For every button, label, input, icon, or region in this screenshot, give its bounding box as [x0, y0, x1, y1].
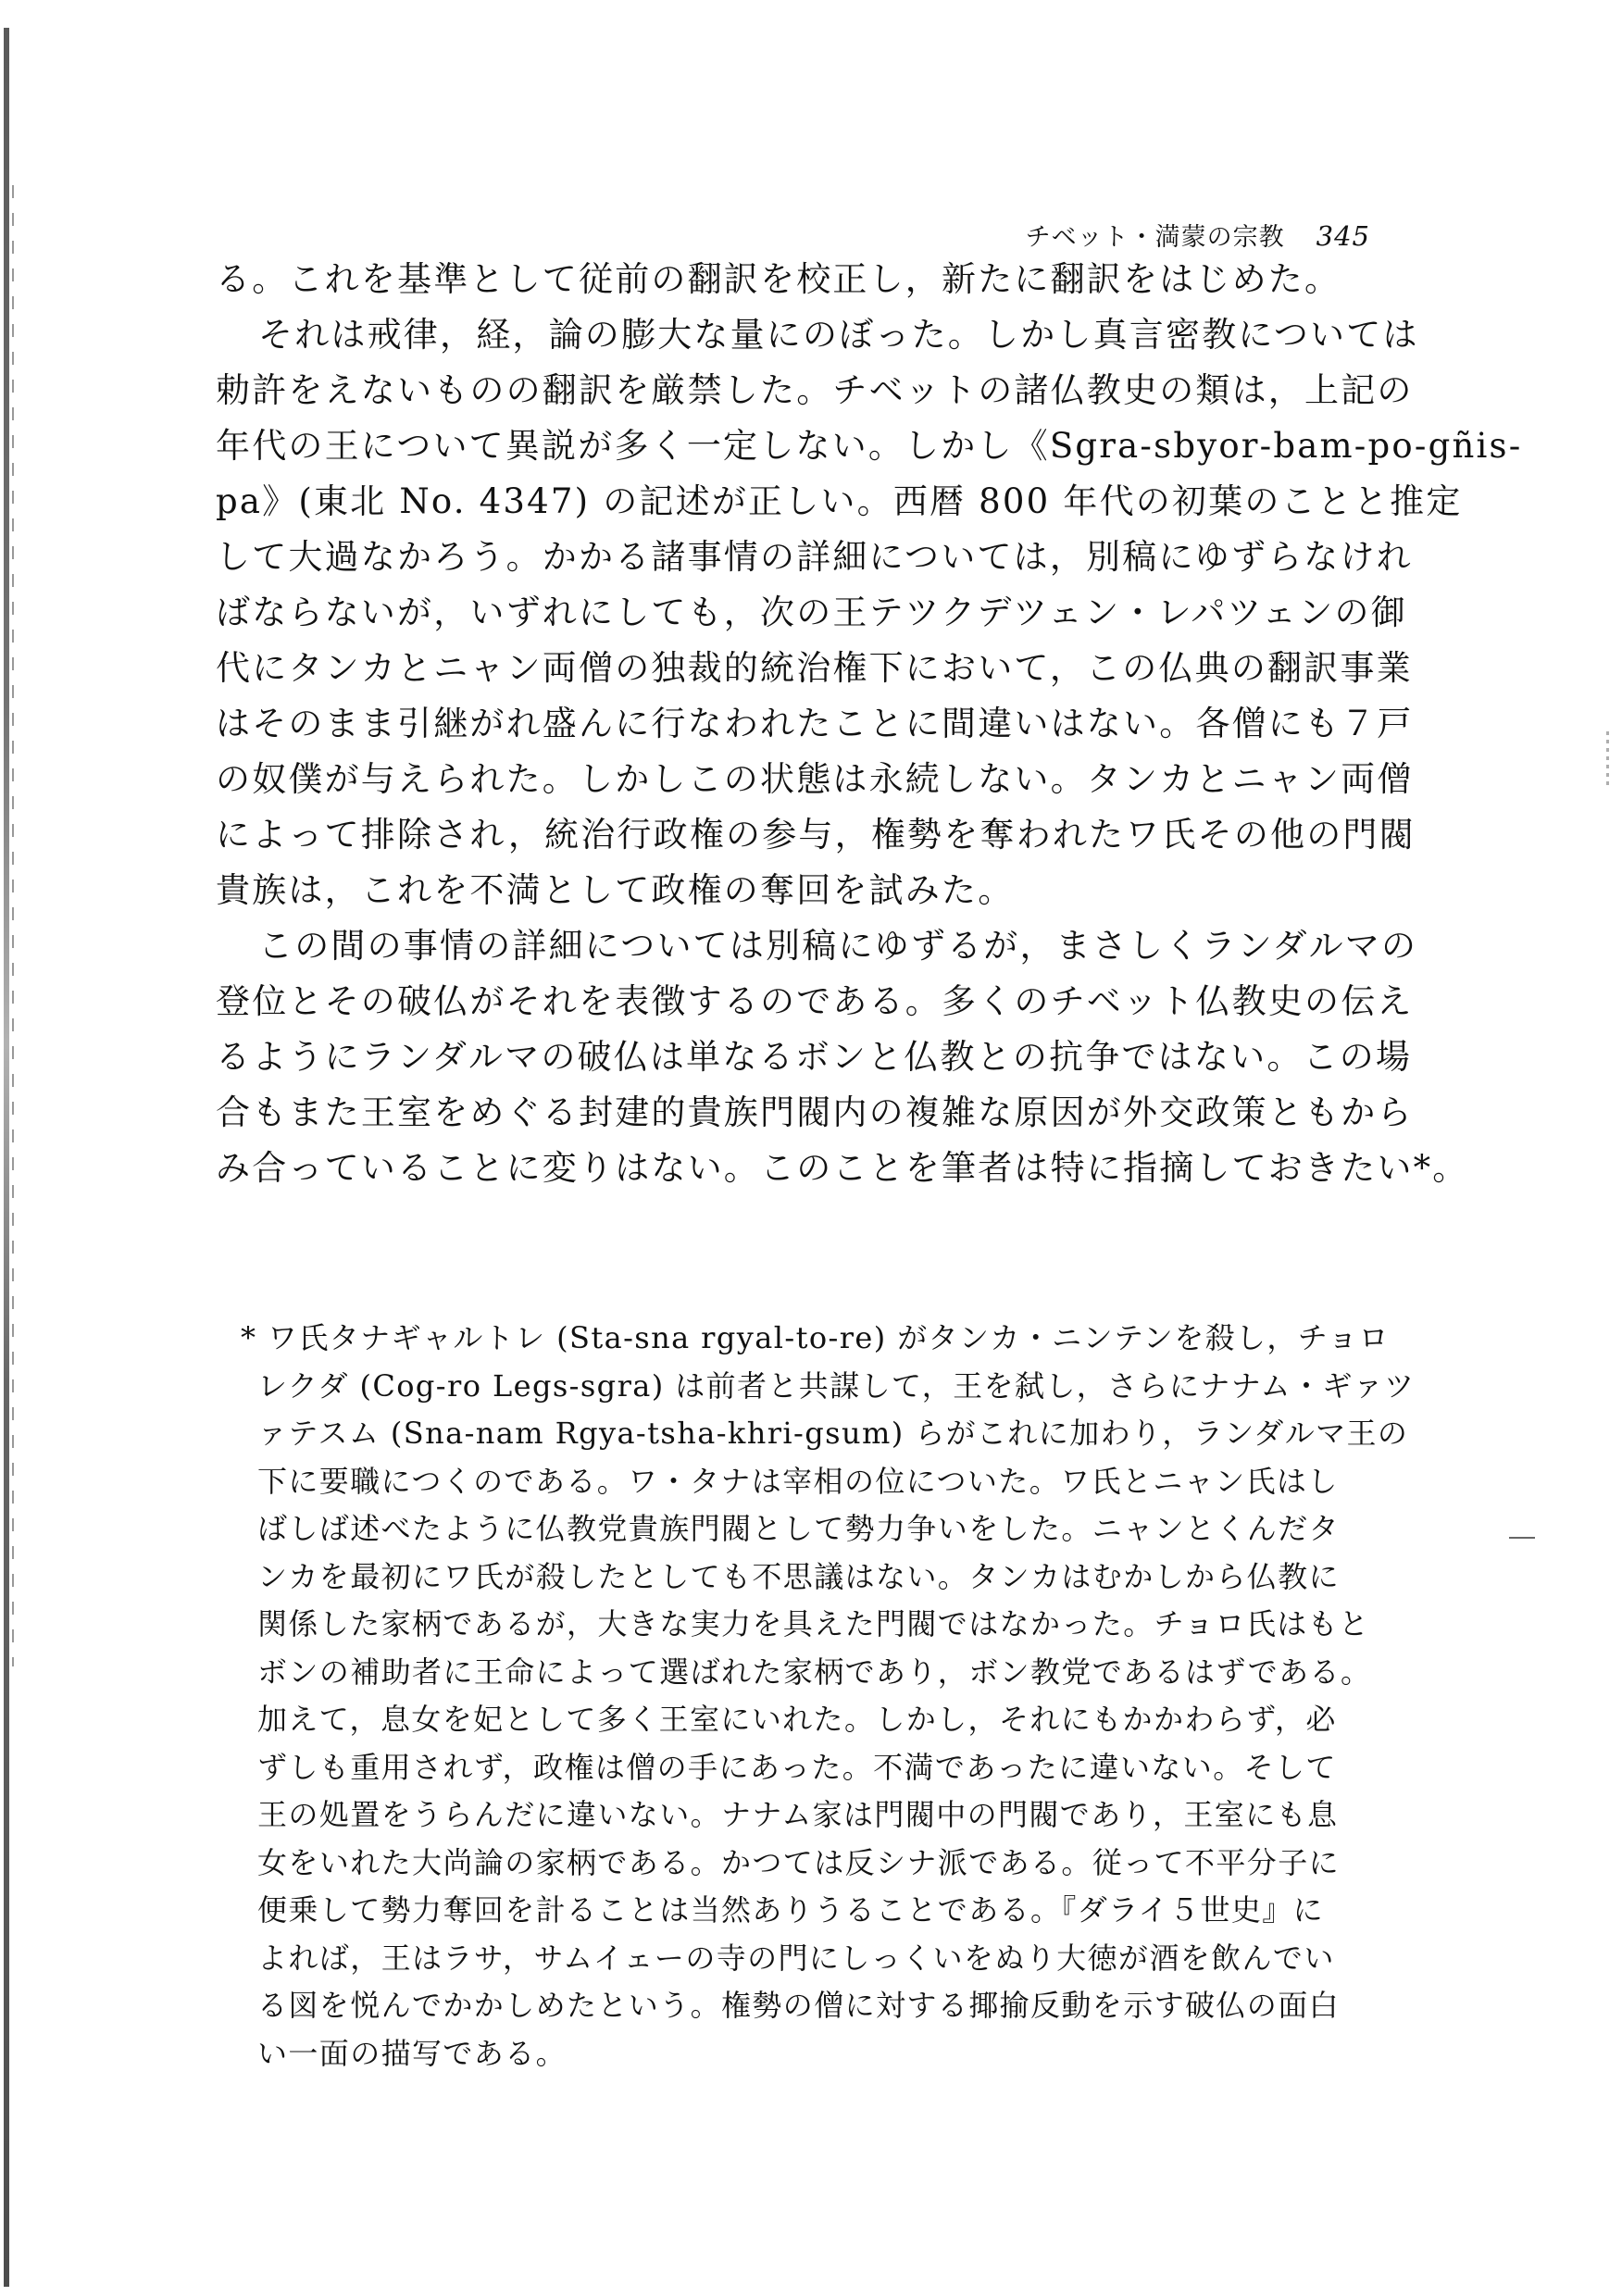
body-line: この間の事情の詳細については別稿にゆずるが，まさしくランダルマの	[258, 926, 1418, 966]
page-number: 345	[1316, 220, 1370, 252]
scan-binding-shadow	[12, 185, 14, 1666]
footnote-line: レクダ (Cog-ro Legs-sgra) は前者と共謀して，王を弑し，さらにナナム・ギァツ	[257, 1367, 1416, 1404]
footnote-line: ァテスム (Sna-nam Rgya-tsha-khri-gsum) らがこれに加わり，ランダルマ王の	[257, 1416, 1409, 1451]
body-line: 年代の王について異説が多く一定しない。しかし《Sgra-sbyor-bam-po-gñis-	[216, 426, 1523, 466]
footnote-line: る図を悦んでかかしめたという。権勢の僧に対する揶揄反動を示す破仏の面白	[257, 1988, 1341, 2023]
footnote	[241, 1315, 1416, 2078]
body-line: 登位とその破仏がそれを表徴するのである。多くのチベット仏教史の伝え	[216, 981, 1414, 1021]
footnote-line: 女をいれた大尚論の家柄である。かつては反シナ派である。従って不平分子に	[257, 1844, 1341, 1880]
body-text	[216, 252, 1523, 1196]
body-line: の奴僕が与えられた。しかしこの状態は永続しない。タンカとニャン両僧	[216, 759, 1414, 799]
body-line: 貴族は，これを不満として政権の奪回を試みた。	[216, 870, 1015, 910]
footnote-line: よれば，王はラサ，サムイェーの寺の門にしっくいをぬり大徳が酒を飲んでい	[257, 1940, 1335, 1976]
body-line: ばならないが，いずれにしても，次の王テツクデツェン・レパツェンの御	[216, 593, 1407, 632]
body-line: それは戒律，経，論の膨大な量にのぼった。しかし真言密教については	[258, 315, 1419, 355]
body-line: によって排除され，統治行政権の参与，権勢を奪われたワ氏その他の門閥	[216, 815, 1416, 855]
body-line: み合っていることに変りはない。このことを筆者は特に指摘しておきたい*。	[216, 1148, 1469, 1188]
footnote-line: ンカを最初にワ氏が殺したとしても不思議はない。タンカはむかしから仏教に	[257, 1558, 1341, 1594]
body-line: 勅許をえないものの翻訳を厳禁した。チベットの諸仏教史の類は，上記の	[216, 370, 1414, 410]
scan-binding-edge	[4, 28, 9, 2287]
running-head-title: チベット・満蒙の宗教	[1025, 223, 1285, 252]
body-line: るようにランダルマの破仏は単なるボンと仏教との抗争ではない。この場	[216, 1037, 1413, 1077]
footnote-line: 関係した家柄であるが，大きな実力を具えた門閥ではなかった。チョロ氏はもと	[257, 1606, 1370, 1641]
footnote-line: 王の処置をうらんだに違いない。ナナム家は門閥中の門閥であり，王室にも息	[257, 1797, 1339, 1832]
footnote-line: ずしも重用されず，政権は僧の手にあった。不満であったに違いない。そして	[257, 1749, 1337, 1785]
body-line: る。これを基準として従前の翻訳を校正し，新たに翻訳をはじめた。	[216, 259, 1341, 299]
body-line: 合もまた王室をめぐる封建的貴族門閥内の複雑な原因が外交政策ともから	[216, 1092, 1414, 1132]
footnote-line: い一面の描写である。	[257, 2035, 568, 2071]
scan-margin-speck	[1606, 731, 1609, 787]
body-line: 代にタンカとニャン両僧の独裁的統治権下において，この仏典の翻訳事業	[216, 648, 1413, 688]
footnote-line: 下に要職につくのである。ワ・タナは宰相の位についた。ワ氏とニャン氏はし	[257, 1463, 1339, 1499]
body-line: pa》(東北 No. 4347) の記述が正しい。西暦 800 年代の初葉のことと推定	[216, 481, 1463, 521]
body-line: はそのまま引継がれ盛んに行なわれたことに間違いはない。各僧にも７戸	[216, 704, 1414, 743]
footnote-line: ボンの補助者に王命によって選ばれた家柄であり，ボン教党であるはずである。	[257, 1653, 1372, 1690]
running-head	[981, 217, 1370, 253]
scan-margin-mark	[1509, 1537, 1535, 1539]
footnote-line: ばしば述べたように仏教党貴族門閥として勢力争いをした。ニャンとくんだタ	[257, 1511, 1341, 1546]
footnote-line: 加えて，息女を妃として多く王室にいれた。しかし，それにもかかわらず，必	[257, 1702, 1337, 1737]
body-line: して大過なかろう。かかる諸事情の詳細については，別稿にゆずらなけれ	[216, 537, 1413, 577]
footnote-line: * ワ氏タナギャルトレ (Sta-sna rgyal-to-re) がタンカ・ニンテンを殺し，チョロ	[241, 1320, 1391, 1355]
footnote-line: 便乗して勢力奪回を計ることは当然ありうることである。『ダライ５世史』に	[257, 1892, 1325, 1928]
